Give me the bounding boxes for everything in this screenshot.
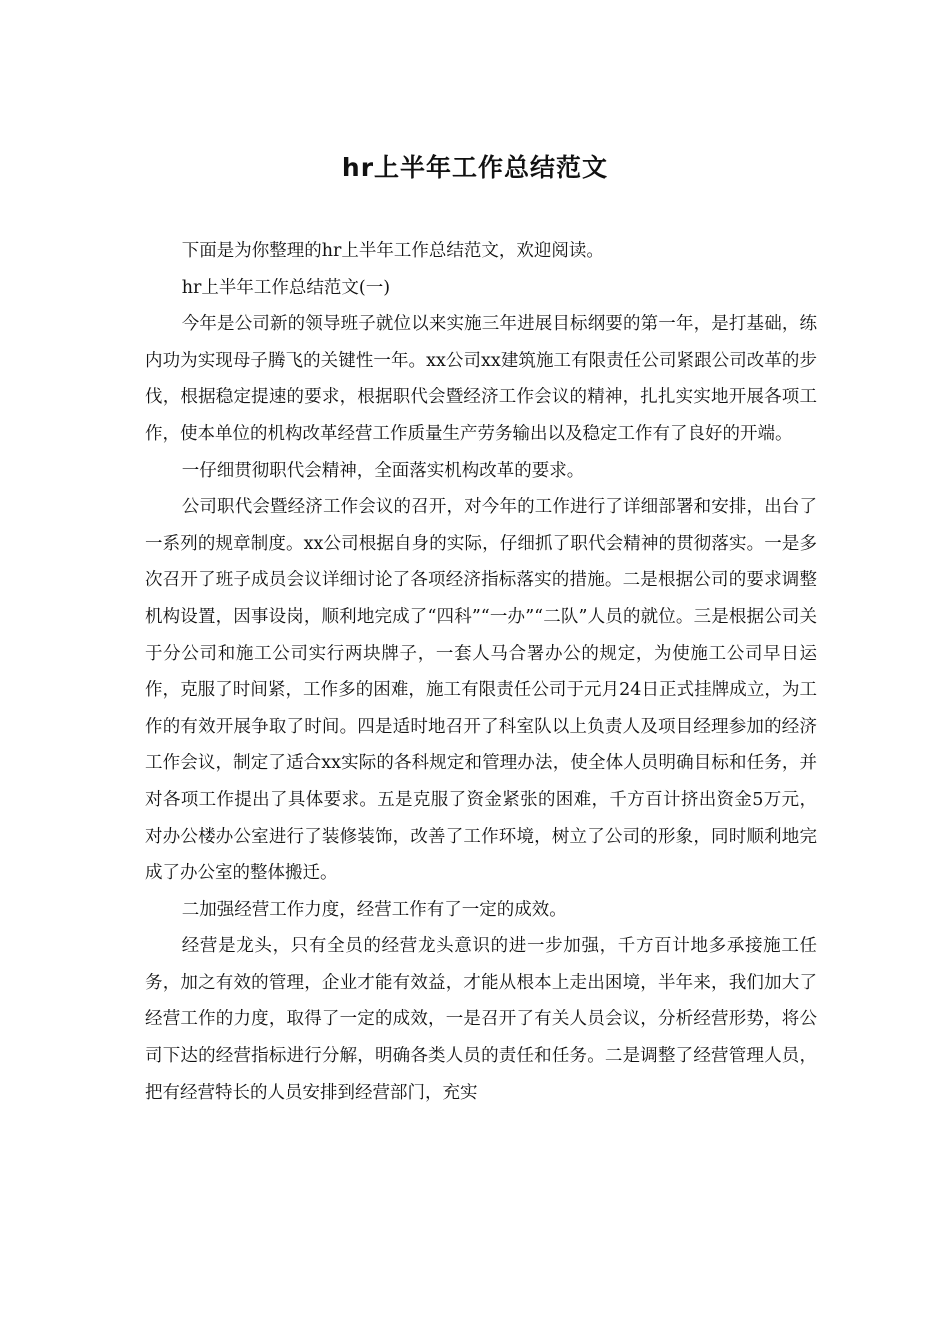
paragraph-heading-two: 二加强经营工作力度，经营工作有了一定的成效。 <box>181 899 567 920</box>
paragraph-intro: 下面是为你整理的hr上半年工作总结范文，欢迎阅读。 <box>181 241 604 261</box>
document-body <box>145 233 817 1111</box>
document-title: hr上半年工作总结范文 <box>341 153 609 182</box>
paragraph-reform-details: 公司职代会暨经济工作会议的召开，对今年的工作进行了详细部署和安排，出台了一系列的规章制度。xx公司根据自身的实际，仔细抓了职代会精神的贯彻落实。一是多次召开了班子成员会议详细讨论了各项经济指标落实的措施。二是根据公司的要求调整机构设置，因事设岗，顺利地完成了“四科”“一办”“二队”人员的就位。三是根据公司关于分公司和施工公司实行两块牌子，一套人马合署办公的规定，为使施工公司早日运作，克服了时间紧，工作多的困难，施工有限责任公司于元月24日正式挂牌成立，为工作的有效开展争取了时间。四是适时地召开了科室队以上负责人及项目经理参加的经济工作会议，制定了适合xx实际的各科规定和管理办法，使全体人员明确目标和任务，并对各项工作提出了具体要求。五是克服了资金紧张的困难，千方百计挤出资金5万元，对办公楼办公室进行了装修装饰，改善了工作环境，树立了公司的形象，同时顺利地完成了办公室的整体搬迁。 <box>145 497 817 884</box>
paragraph-heading-one: 一仔细贯彻职代会精神，全面落实机构改革的要求。 <box>181 460 585 481</box>
paragraph-section-heading: hr上半年工作总结范文(一) <box>181 277 391 298</box>
paragraph-operations: 经营是龙头，只有全员的经营龙头意识的进一步加强，千方百计地多承接施工任务，加之有效的管理，企业才能有效益，才能从根本上走出困境，半年来，我们加大了经营工作的力度，取得了一定的成效，一是召开了有关人员会议，分析经营形势，将公司下达的经营指标进行分解，明确各类人员的责任和任务。二是调整了经营管理人员，把有经营特长的人员安排到经营部门，充实 <box>145 936 817 1103</box>
paragraph-opening: 今年是公司新的领导班子就位以来实施三年进展目标纲要的第一年，是打基础，练内功为实现母子腾飞的关键性一年。xx公司xx建筑施工有限责任公司紧跟公司改革的步伐，根据稳定提速的要求，根据职代会暨经济工作会议的精神，扎扎实实地开展各项工作，使本单位的机构改革经营工作质量生产劳务输出以及稳定工作有了良好的开端。 <box>145 314 817 444</box>
